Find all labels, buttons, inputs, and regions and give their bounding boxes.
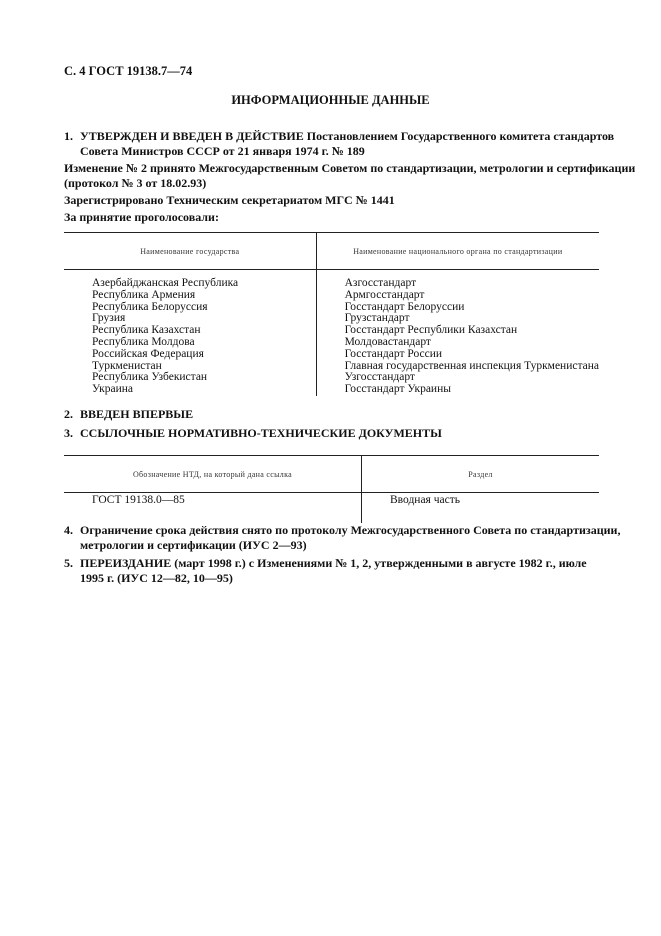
item-number: 2. (64, 407, 73, 421)
registration-note: Зарегистрировано Техническим секретариатом МГС № 1441 (64, 193, 395, 207)
item-number: 3. (64, 426, 73, 440)
state-name: Грузия (92, 312, 126, 325)
item-1-line-2: Совета Министров СССР от 21 января 1974 г. № 189 (80, 144, 365, 158)
state-name: Азербайджанская Республика (92, 277, 239, 289)
standards-body-name: Грузстандарт (344, 312, 410, 325)
standards-body-name: Армгосстандарт (344, 288, 425, 301)
page-title: ИНФОРМАЦИОННЫЕ ДАННЫЕ (231, 93, 430, 107)
item-number: 5. (64, 556, 73, 570)
states-table-header-body: Наименование национального органа по стандартизации (316, 233, 599, 270)
change-note-line-2: (протокол № 3 от 18.02.93) (64, 176, 207, 190)
states-column (64, 270, 316, 396)
standards-body-name: Госстандарт Белоруссии (344, 300, 465, 313)
state-name: Республика Казахстан (92, 324, 201, 337)
change-note-line-1: Изменение № 2 принято Межгосударственным Советом по стандартизации, метрологии и сертификации (64, 161, 636, 175)
standards-body-name: Главная государственная инспекция Туркменистана (344, 359, 599, 372)
standards-body-name: Узгосстандарт (344, 371, 415, 384)
item-1-line-1: УТВЕРЖДЕН И ВВЕДЕН В ДЕЙСТВИЕ Постановлением Государственного комитета стандартов (80, 129, 615, 143)
item-2 (64, 407, 620, 422)
standards-body-name: Госстандарт Республики Казахстан (344, 324, 518, 337)
standards-body-name: Госстандарт Украины (344, 383, 451, 396)
bodies-column (316, 270, 599, 396)
state-name: Туркменистан (92, 359, 162, 372)
item-4-line-2: метрологии и сертификации (ИУС 2—93) (80, 538, 307, 552)
state-name: Российская Федерация (92, 347, 204, 360)
item-4-line-1: Ограничение срока действия снято по протоколу Межгосударственного Совета по стандартизации, (80, 523, 621, 537)
item-2-text: ВВЕДЕН ВПЕРВЫЕ (80, 407, 194, 421)
references-table (64, 455, 599, 523)
references-table-header-doc: Обозначение НТД, на который дана ссылка (64, 456, 362, 493)
state-name: Украина (92, 383, 133, 396)
standards-body-name: Госстандарт России (344, 347, 443, 360)
item-number: 4. (64, 523, 73, 537)
item-3-text: ССЫЛОЧНЫЕ НОРМАТИВНО-ТЕХНИЧЕСКИЕ ДОКУМЕНТЫ (80, 426, 442, 440)
reference-section: Вводная часть (390, 494, 460, 506)
item-5-line-1: ПЕРЕИЗДАНИЕ (март 1998 г.) с Изменениями № 1, 2, утвержденными в августе 1982 г., июле (80, 556, 587, 570)
item-1 (64, 129, 620, 159)
state-name: Республика Армения (92, 288, 196, 301)
item-5-line-2: 1995 г. (ИУС 12—82, 10—95) (80, 571, 233, 585)
standards-body-name: Азгосстандарт (344, 277, 417, 289)
references-table-header-section: Раздел (362, 456, 600, 493)
state-name: Республика Молдова (92, 335, 195, 348)
table-row (64, 493, 599, 524)
change-note (64, 161, 636, 191)
states-table-header-state: Наименование государства (64, 233, 316, 270)
item-3 (64, 426, 620, 441)
item-4 (64, 523, 620, 553)
standards-body-name: Молдовастандарт (344, 335, 431, 348)
page-reference: С. 4 ГОСТ 19138.7—74 (64, 64, 193, 78)
voted-note: За принятие проголосовали: (64, 210, 219, 224)
item-5 (64, 556, 620, 586)
states-table (64, 232, 599, 396)
state-name: Республика Узбекистан (92, 371, 208, 384)
state-name: Республика Белоруссия (92, 300, 208, 313)
item-number: 1. (64, 129, 73, 143)
reference-doc: ГОСТ 19138.0—85 (64, 493, 362, 524)
